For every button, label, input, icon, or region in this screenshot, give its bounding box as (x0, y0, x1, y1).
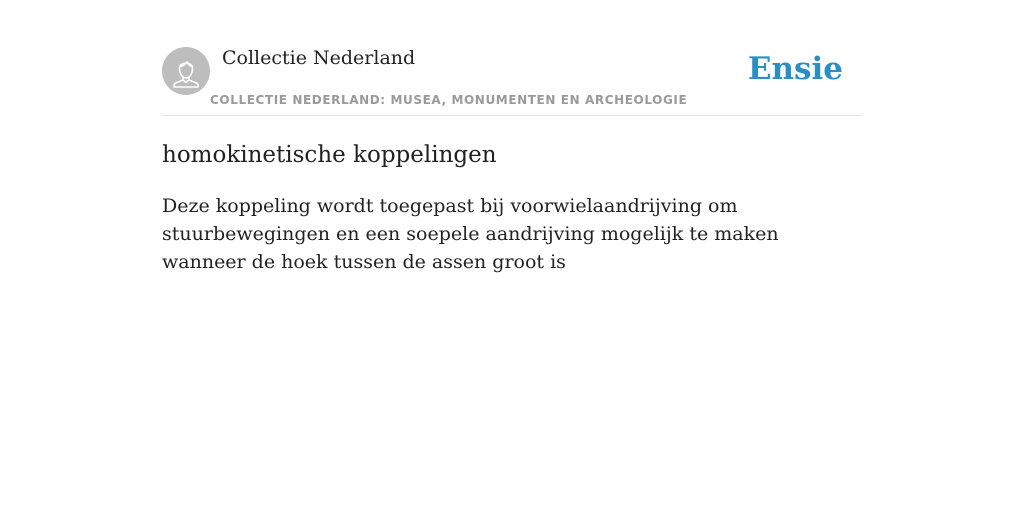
source-label[interactable]: COLLECTIE NEDERLAND: MUSEA, MONUMENTEN EN ARCHEOLOGIE (210, 93, 688, 107)
user-silhouette-icon (162, 47, 210, 95)
brand-logo[interactable]: Ensie (747, 51, 843, 87)
entry-title: homokinetische koppelingen (162, 142, 497, 168)
entry-header (162, 40, 862, 116)
entry-definition: Deze koppeling wordt toegepast bij voorwielaandrijving om stuurbewegingen en een soepele aandrijving mogelijk te maken wanneer de hoek tussen de assen groot is (162, 195, 779, 273)
author-name[interactable]: Collectie Nederland (222, 47, 416, 69)
author-avatar[interactable] (162, 47, 210, 95)
